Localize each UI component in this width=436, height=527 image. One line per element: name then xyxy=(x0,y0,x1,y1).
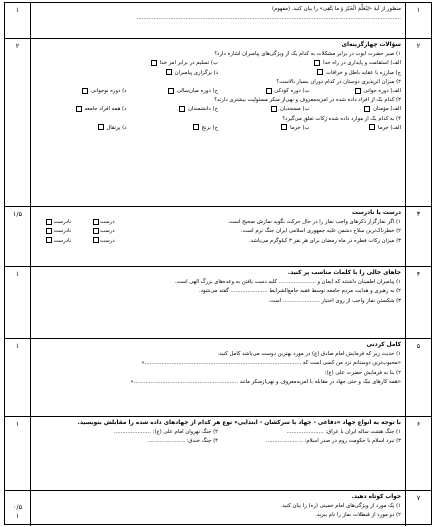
answer-line[interactable]: ............................................................................................................................................................. xyxy=(136,15,401,22)
checkbox-icon xyxy=(179,106,185,112)
mc-question: ۱) صبر حضرت ایوب در برابر مشکلات به کدام یک از ویژگی‌های پیامبران اشاره دارد؟ xyxy=(214,51,401,58)
mc-option[interactable]: الف) دوره جوانی xyxy=(310,87,402,96)
tf-item xyxy=(35,218,401,227)
checkbox-icon xyxy=(93,219,99,225)
mc-option[interactable]: ب) تسلیم در برابر امر خدا xyxy=(35,59,218,68)
question-score: ۱ xyxy=(5,339,31,416)
sub-score: ۱ xyxy=(15,512,20,520)
checkbox-icon xyxy=(93,228,99,234)
true-option[interactable]: درست xyxy=(92,227,115,236)
checkbox-icon xyxy=(151,60,157,66)
checkbox-icon xyxy=(166,69,172,75)
mc-option[interactable]: د) برگزاری پیامبران xyxy=(35,69,218,78)
mc-option[interactable]: ج) دانشمندان xyxy=(127,105,219,114)
question-body xyxy=(31,267,405,338)
question-number: ۷ xyxy=(405,491,431,526)
question-row-3 xyxy=(5,207,431,267)
mc-option[interactable]: د) دوره نوجوانی xyxy=(35,87,127,96)
mc-option[interactable]: الف) خرما xyxy=(310,124,402,133)
question-number: ۲ xyxy=(405,39,431,206)
question-row-6 xyxy=(5,417,431,491)
mc-option[interactable]: ج) برنج xyxy=(127,124,219,133)
checkbox-icon xyxy=(93,237,99,243)
true-option[interactable]: درست xyxy=(92,218,115,227)
section-title: درست یا نادرست xyxy=(351,210,401,216)
true-option[interactable]: درست xyxy=(92,237,115,246)
mc-option[interactable]: ب) مسجدیان xyxy=(218,105,310,114)
section-title: کامل کردنی xyxy=(366,342,401,348)
question-score: ۱ xyxy=(5,417,31,490)
mc-options xyxy=(35,124,401,133)
question-body xyxy=(31,39,405,206)
mc-question: ۲) میزان اثرپذیری دوستان در کدام دوران بسیار بالاست؟ xyxy=(276,78,401,85)
question-text: منظور از آیهٔ «لِیُعَلِّمَ الْخَیْرَ وَ ما یَتَّقِی» را بیان کنید. (مفهوم) xyxy=(271,6,401,12)
checkbox-icon xyxy=(76,106,82,112)
checkbox-icon xyxy=(271,106,277,112)
question-number: ۶ xyxy=(405,417,431,490)
tf-statement: ۱) اگر نمازگزار ذکرهای واجب نماز را در حال حرکت بگوید نمازش صحیح است. xyxy=(227,219,401,226)
short-answer-prompt[interactable]: ۱) یک مورد از ویژگی‌های امام خمینی (ره) را بیان کنید. xyxy=(280,503,401,510)
false-option[interactable]: نادرست xyxy=(45,227,71,236)
mc-options xyxy=(35,59,401,68)
fill-blank-item[interactable]: ۱) پیامبران اطمینان داشتند که ایمان و ...................... کلید دست یافتن به وعده‌های بزرگ الهی است. xyxy=(174,279,401,286)
question-body xyxy=(31,491,405,526)
section-title: جواب کوتاه دهید. xyxy=(351,494,401,500)
mc-option[interactable]: ج) دوره میان‌سالی xyxy=(127,87,219,96)
matching-item[interactable]: ۳) نبرد اسلام با حکومت روم در صدر اسلام: ...................... xyxy=(265,438,401,445)
mc-options xyxy=(35,105,401,114)
fill-blank-item[interactable]: ۳) شکستن نماز واجب از روی اختیار ...................... است. xyxy=(268,297,401,304)
mc-question: ۳) کدام یک از افراد داده شده در امربه‌معروف و نهی‌از منکر مسئولیت بیشتری دارند؟ xyxy=(214,97,401,104)
question-body xyxy=(31,3,405,38)
question-number: ۳ xyxy=(405,207,431,266)
checkbox-icon xyxy=(46,237,52,243)
false-option[interactable]: نادرست xyxy=(45,237,71,246)
question-body xyxy=(31,417,405,490)
question-row-7 xyxy=(5,491,431,526)
tf-item xyxy=(35,227,401,236)
completion-prompt: ۲) بنا به فرمایش حضرت علی (ع): xyxy=(324,369,401,376)
mc-option[interactable]: الف) استقامت و پایداری در راه خدا xyxy=(218,59,401,68)
exam-sheet xyxy=(4,2,432,525)
mc-options xyxy=(35,87,401,96)
mc-option[interactable]: ج) مبارزه با عقاید باطل و خرافات xyxy=(218,69,401,78)
section-title: با توجه به انواع جهاد «دفاعی - جهاد با سرکشان - ابتدایی» نوع هر کدام از جهادهای داده شده را مقابلش بنویسید. xyxy=(77,420,401,426)
matching-row xyxy=(35,437,401,446)
question-score: ۱ xyxy=(5,267,31,338)
checkbox-icon xyxy=(281,124,287,130)
checkbox-icon xyxy=(364,106,370,112)
question-score: ۲ xyxy=(5,39,31,206)
question-number: ۴ xyxy=(405,267,431,338)
checkbox-icon xyxy=(46,219,52,225)
question-score xyxy=(5,491,31,526)
mc-option[interactable]: الف) مؤمنان xyxy=(310,105,402,114)
matching-item[interactable]: ۱) جنگ هشت ساله ایران با عراق: ...................... xyxy=(286,429,401,436)
tf-statement: ۳) میزان زکات فطره در ماه رمضان برای هر نفر ۳ کیلوگرم می‌باشد. xyxy=(249,237,401,244)
checkbox-icon xyxy=(355,88,361,94)
question-body xyxy=(31,207,405,266)
checkbox-icon xyxy=(98,124,104,130)
sub-score: ۰/۵ xyxy=(12,503,23,511)
question-row-5 xyxy=(5,339,431,417)
checkbox-icon xyxy=(317,69,323,75)
question-row-4 xyxy=(5,267,431,339)
mc-option[interactable]: د) همه افراد جامعه xyxy=(35,105,127,114)
question-row-1 xyxy=(5,3,431,39)
section-title: سؤالات چهارگزینه‌ای xyxy=(341,42,401,48)
mc-option[interactable]: ب) خرما xyxy=(218,124,310,133)
checkbox-icon xyxy=(369,124,375,130)
question-score: ۱/۵ xyxy=(5,207,31,266)
checkbox-icon xyxy=(82,88,88,94)
matching-item[interactable]: ۲) جنگ نهروان امام علی (ع): ...................... xyxy=(113,429,218,436)
completion-prompt: ۱) حدیث زیر که فرمایش امام صادق (ع) در مورد بهترین دوست می‌باشد کامل کنید. xyxy=(217,351,401,358)
completion-blank[interactable]: «همه کارهای نیک و حتی جهاد در مقابله با امربه‌معروف و نهی‌ازمنکر مانند ..............................................................» xyxy=(130,378,401,385)
question-row-2 xyxy=(5,39,431,207)
completion-blank[interactable]: «محبوب‌ترین دوستانم نزد من کسی است که .............................................................................................» xyxy=(141,360,401,367)
matching-item[interactable]: ۴) جنگ خندق: ...................... xyxy=(147,438,218,445)
question-number: ۵ xyxy=(405,339,431,416)
mc-options xyxy=(35,69,401,78)
tf-item xyxy=(35,237,401,246)
fill-blank-item[interactable]: ۲) به رهبری و هدایت مردم جامعه توسط فقیه جامع‌الشرایط ...................... گفته می‌شود. xyxy=(199,288,401,295)
checkbox-icon xyxy=(168,88,174,94)
checkbox-icon xyxy=(46,228,52,234)
section-title: جاهای خالی را با کلمات مناسب پر کنید. xyxy=(287,270,401,276)
question-body xyxy=(31,339,405,416)
false-option[interactable]: نادرست xyxy=(45,218,71,227)
checkbox-icon xyxy=(314,60,320,66)
mc-option[interactable]: د) پرتقال xyxy=(35,124,127,133)
matching-row xyxy=(35,428,401,437)
checkbox-icon xyxy=(193,124,199,130)
question-number: ۱ xyxy=(405,3,431,38)
tf-statement: ۲) خطرناک‌ترین سلاح دشمن علیه جمهوری اسلامی ایران جنگ نرم است. xyxy=(240,228,401,235)
question-score: ۱ xyxy=(5,3,31,38)
mc-question: ۴) به کدام یک از موارد داده شده زکات تعلق می‌گیرد؟ xyxy=(282,115,401,122)
short-answer-prompt[interactable]: ۲) دو مورد از مُبطلات نماز را نام ببرید. xyxy=(315,512,401,519)
mc-option[interactable]: ب) دوره کودکی xyxy=(218,87,310,96)
checkbox-icon xyxy=(266,88,272,94)
